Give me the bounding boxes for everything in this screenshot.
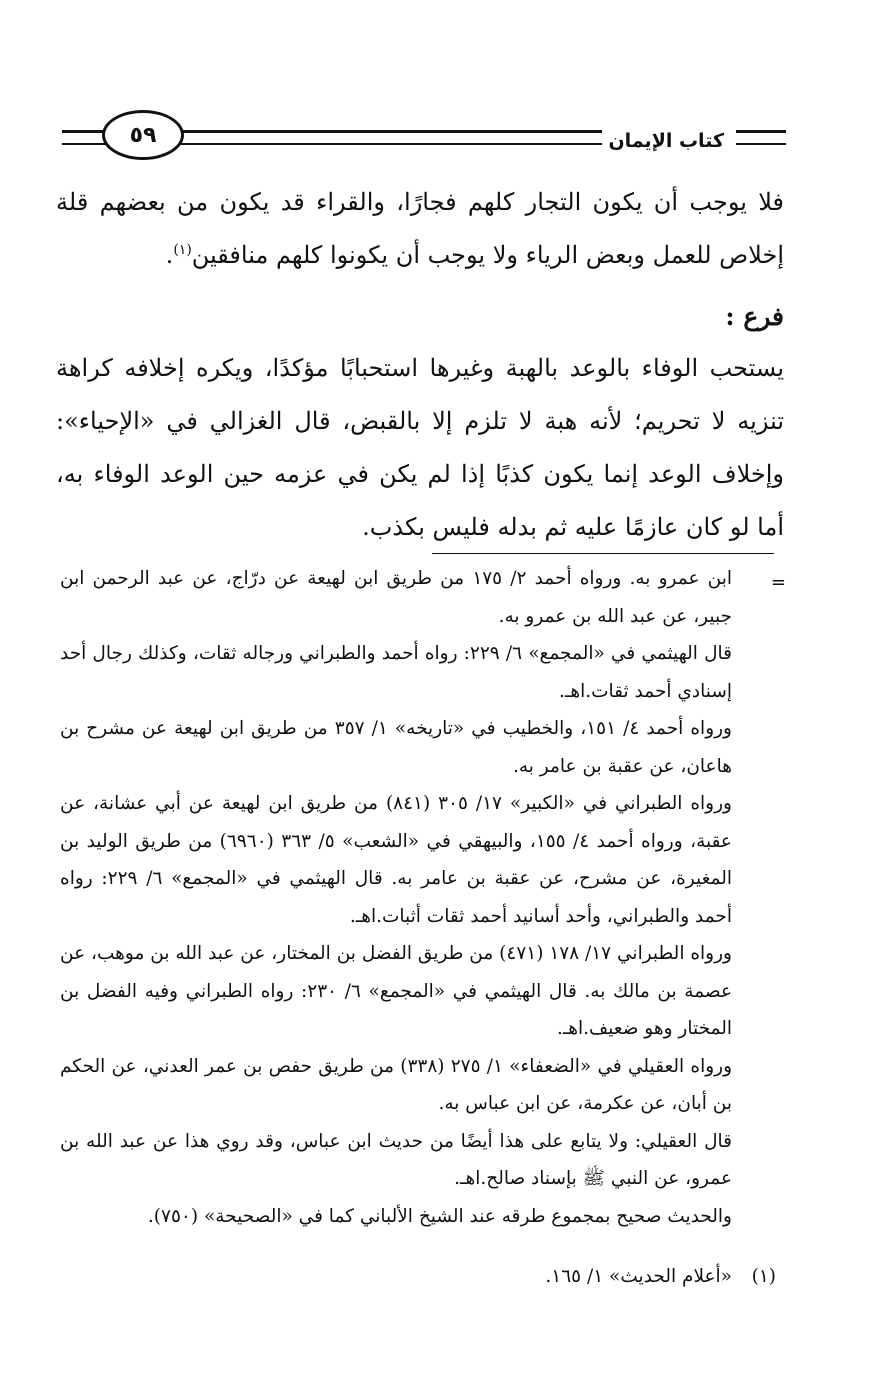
- footnote-1-number: (١): [751, 1266, 776, 1287]
- footnote-paragraph: ابن عمرو به. ورواه أحمد ٢/ ١٧٥ من طريق ابن لهيعة عن درّاج، عن عبد الرحمن ابن جبير، عن عبد الله بن عمرو به.: [60, 568, 732, 627]
- footnote-1-text: «أعلام الحديث» ١/ ١٦٥.: [545, 1266, 732, 1287]
- paragraph-1: [56, 176, 784, 282]
- header-rule-middle: [162, 130, 606, 145]
- section-heading: فرع :: [725, 302, 784, 331]
- footnotes: [60, 560, 786, 1235]
- footnote-paragraph: قال العقيلي: ولا يتابع على هذا أيضًا من حديث ابن عباس، وقد روي هذا عن عبد الله بن عمرو، عن النبي ﷺ بإسناد صالح.اهـ.: [60, 1130, 732, 1189]
- page-number: ٥٩: [102, 110, 184, 160]
- footnote-paragraph: ورواه الطبراني في «الكبير» ١٧/ ٣٠٥ (٨٤١) من طريق ابن لهيعة عن أبي عشانة، عن عقبة، ورواه أحمد ٤/ ١٥٥، والبيهقي في «الشعب» ٥/ ٣٦٣ (٦٩٦٠) من طريق الوليد بن المغيرة، عن مشرح، عن عقبة بن عامر به. قال الهيثمي في «المجمع» ٦/ ٢٢٩: رواه أحمد والطبراني، وأحد أسانيد أحمد ثقات أثبات.اهـ.: [60, 793, 732, 927]
- paragraph-2: يستحب الوفاء بالوعد بالهبة وغيرها استحبابًا مؤكدًا، ويكره إخلافه كراهة تنزيه لا تحريم؛ لأنه هبة لا تلزم إلا بالقبض، قال الغزالي في «الإحياء»: وإخلاف الوعد إنما يكون كذبًا إذا لم يكن في عزمه حين الوعد الوفاء به، أما لو كان عازمًا عليه ثم بدله فليس بكذب.: [56, 354, 784, 541]
- footnote-continuation-mark: =: [770, 572, 786, 593]
- header-rule-right: [736, 130, 786, 145]
- paragraph-1-text: فلا يوجب أن يكون التجار كلهم فجارًا، والقراء قد يكون من بعضهم قلة إخلاص للعمل وبعض الرياء ولا يوجب أن يكونوا كلهم منافقين: [56, 188, 784, 269]
- footnote-separator: [432, 553, 774, 554]
- footnote-paragraph: ورواه أحمد ٤/ ١٥١، والخطيب في «تاريخه» ١/ ٣٥٧ من طريق ابن لهيعة عن مشرح بن هاعان، عن عقبة بن عامر به.: [60, 718, 732, 777]
- footnote-paragraph: ورواه العقيلي في «الضعفاء» ١/ ٢٧٥ (٣٣٨) من طريق حفص بن عمر العدني، عن الحكم بن أبان، عن عكرمة، عن ابن عباس به.: [60, 1055, 733, 1114]
- main-text: [56, 176, 784, 554]
- footnote-paragraph: والحديث صحيح بمجموع طرقه عند الشيخ الألباني كما في «الصحيحة» (٧٥٠).: [147, 1205, 732, 1227]
- footnote-paragraph: ورواه الطبراني ١٧/ ١٧٨ (٤٧١) من طريق الفضل بن المختار، عن عبد الله بن موهب، عن عصمة بن مالك به. قال الهيثمي في «المجمع» ٦/ ٢٣٠: رواه الطبراني وفيه الفضل بن المختار وهو ضعيف.اهـ.: [60, 943, 732, 1039]
- footnote-reference: (١): [173, 242, 192, 258]
- footnote-paragraph: قال الهيثمي في «المجمع» ٦/ ٢٢٩: رواه أحمد والطبراني ورجاله ثقات، وكذلك رجال أحد إسنادي أحمد ثقات.اهـ.: [60, 643, 732, 702]
- paragraph-1-end: .: [165, 241, 174, 269]
- page-header: [62, 108, 786, 168]
- running-title: كتاب الإيمان: [602, 130, 730, 152]
